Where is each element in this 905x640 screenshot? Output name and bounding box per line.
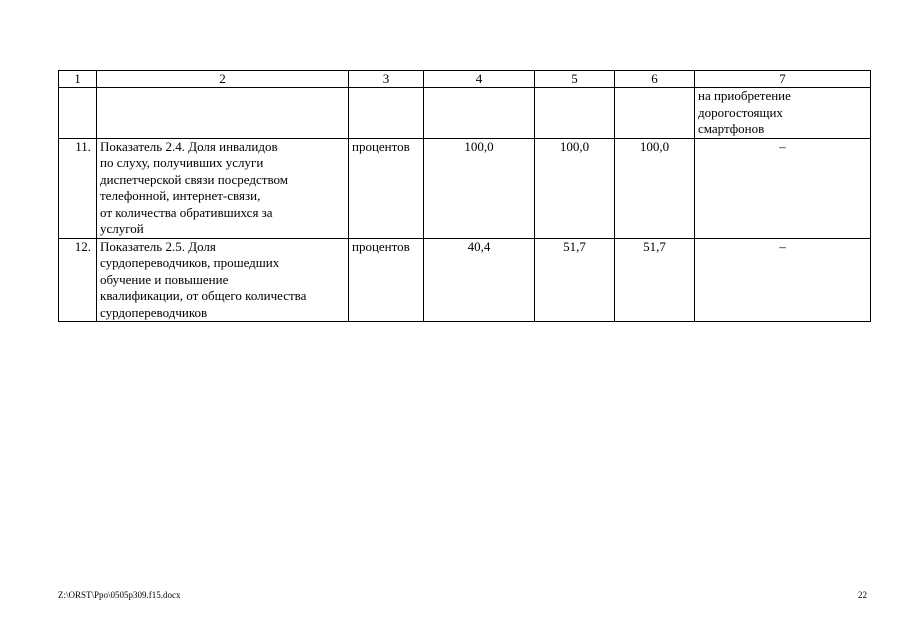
header-cell: 2 [97,71,349,88]
note-cell: – [695,238,871,322]
header-cell: 3 [349,71,424,88]
empty-cell [349,88,424,139]
indicator-line: Показатель 2.4. Доля инвалидов [100,138,278,154]
indicator-cell [97,238,349,322]
note-line: дорогостоящих [698,104,783,120]
footer-file-path: Z:\ORST\Ppo\0505p309.f15.docx [58,590,181,600]
row-number: 11. [59,138,97,238]
empty-cell [59,88,97,139]
header-cell: 1 [59,71,97,88]
continuation-row [59,88,871,139]
value-cell-5: 100,0 [535,138,615,238]
note-cell: – [695,138,871,238]
indicator-line: телефонной, интернет-связи, [100,188,261,203]
note-line: смартфонов [698,121,765,136]
value-cell-6: 100,0 [615,138,695,238]
empty-cell [97,88,349,139]
footer-page-number: 22 [858,590,867,600]
header-cell: 4 [424,71,535,88]
unit-cell: процентов [349,138,424,238]
value-cell-5: 51,7 [535,238,615,322]
row-number: 12. [59,238,97,322]
indicators-table [58,70,871,322]
header-cell: 6 [615,71,695,88]
empty-cell [615,88,695,139]
header-cell: 5 [535,71,615,88]
empty-cell [535,88,615,139]
value-cell-6: 51,7 [615,238,695,322]
unit-cell: процентов [349,238,424,322]
empty-cell [424,88,535,139]
indicator-line: от количества обратившихся за [100,204,273,220]
value-cell-4: 40,4 [424,238,535,322]
indicator-line: сурдопереводчиков [100,304,208,320]
table-row [59,238,871,322]
note-line: на приобретение [698,88,791,103]
value-cell-4: 100,0 [424,138,535,238]
indicator-line: диспетчерской связи посредством [100,171,288,187]
indicator-cell [97,138,349,238]
indicator-line: обучение и повышение [100,271,229,287]
table-row [59,138,871,238]
indicator-line: сурдопереводчиков, прошедших [100,255,280,270]
indicator-line: по слуху, получивших услуги [100,155,264,170]
continuation-note-cell [695,88,871,139]
indicator-line: Показатель 2.5. Доля [100,238,216,254]
header-cell: 7 [695,71,871,88]
indicator-line: квалификации, от общего количества [100,288,307,303]
indicator-line: услугой [100,221,144,236]
header-row [59,71,871,88]
